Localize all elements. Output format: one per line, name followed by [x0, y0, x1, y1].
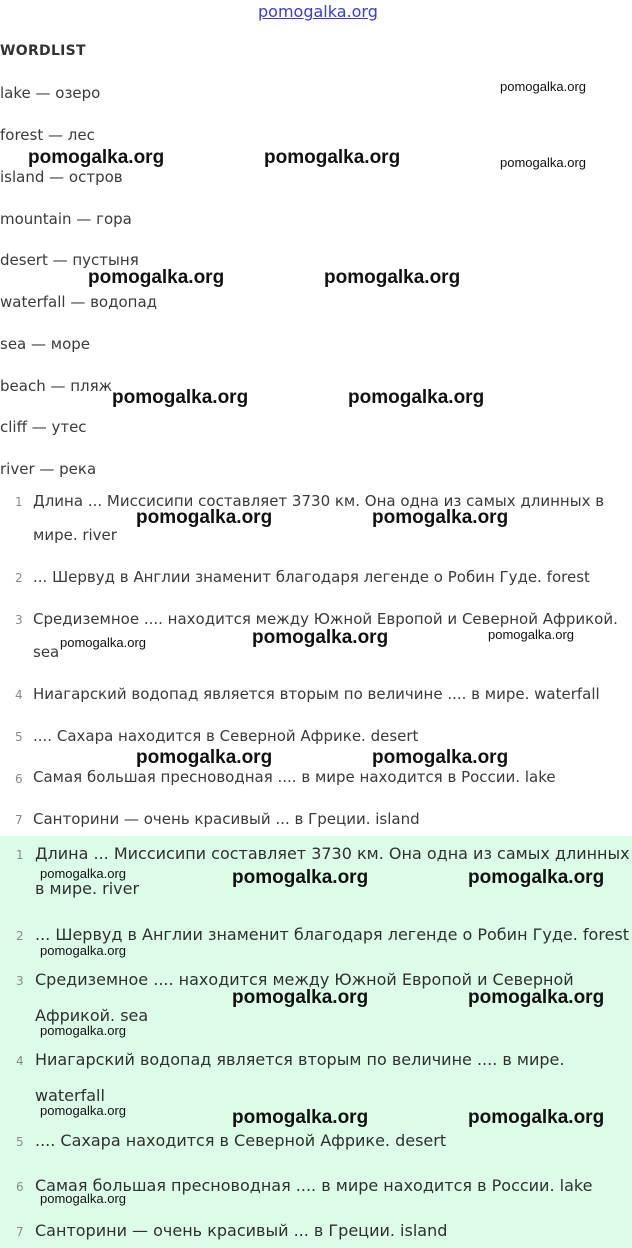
- word-item: island — остров: [0, 168, 123, 186]
- watermark: pomogalka.org: [488, 627, 574, 642]
- exercise-sentence: Средиземное .... находится между Южной Европой и Северной Африкой.: [33, 610, 618, 628]
- answer-number: 3: [16, 974, 24, 988]
- answer-sentence: в мире. river: [35, 879, 140, 898]
- watermark: pomogalka.org: [60, 635, 146, 650]
- answer-number: 5: [16, 1135, 24, 1149]
- exercise-sentence: Длина ... Миссисипи составляет 3730 км. Она одна из самых длинных в: [33, 492, 605, 510]
- watermark: pomogalka.org: [500, 155, 586, 170]
- exercise-number: 4: [15, 688, 23, 702]
- answer-number: 2: [16, 929, 24, 943]
- answer-sentence: Самая большая пресноводная .... в мире находится в России. lake: [35, 1176, 593, 1195]
- answer-sentence: Средиземное .... находится между Южной Европой и Северной: [35, 970, 574, 989]
- watermark: pomogalka.org: [40, 943, 126, 958]
- watermark: pomogalka.org: [40, 1023, 126, 1038]
- watermark: pomogalka.org: [232, 987, 369, 1008]
- watermark: pomogalka.org: [468, 867, 605, 888]
- word-item: desert — пустыня: [0, 251, 139, 269]
- exercise-sentence: мире. river: [33, 526, 117, 544]
- watermark: pomogalka.org: [40, 1191, 126, 1206]
- answer-sentence: Ниагарский водопад является вторым по величине .... в мире.: [35, 1050, 565, 1069]
- wordlist-heading: WORDLIST: [0, 43, 86, 59]
- answer-number: 1: [16, 848, 24, 862]
- exercise-number: 6: [15, 772, 23, 786]
- answer-number: 4: [16, 1054, 24, 1068]
- exercise-number: 2: [15, 571, 23, 585]
- watermark: pomogalka.org: [500, 79, 586, 94]
- exercise-number: 7: [15, 813, 23, 827]
- answer-number: 6: [16, 1180, 24, 1194]
- answer-sentence: Санторини — очень красивый ... в Греции. island: [35, 1221, 448, 1240]
- exercise-number: 1: [15, 495, 23, 509]
- watermark: pomogalka.org: [136, 507, 273, 528]
- answer-sentence: ... Шервуд в Англии знаменит благодаря легенде о Робин Гуде. forest: [35, 925, 630, 944]
- watermark: pomogalka.org: [232, 1107, 369, 1128]
- word-item: sea — море: [0, 335, 91, 353]
- exercise-sentence: Ниагарский водопад является вторым по величине .... в мире. waterfall: [33, 685, 600, 703]
- answer-sentence: Длина ... Миссисипи составляет 3730 км. Она одна из самых длинных: [35, 844, 630, 863]
- word-item: mountain — гора: [0, 210, 132, 228]
- watermark: pomogalka.org: [232, 867, 369, 888]
- exercise-number: 3: [15, 613, 23, 627]
- watermark: pomogalka.org: [136, 747, 273, 768]
- watermark: pomogalka.org: [252, 627, 389, 648]
- exercise-sentence: Самая большая пресноводная .... в мире находится в России. lake: [33, 768, 556, 786]
- watermark: pomogalka.org: [324, 267, 461, 288]
- word-item: forest — лес: [0, 126, 95, 144]
- exercise-number: 5: [15, 730, 23, 744]
- answer-sentence: Африкой. sea: [35, 1006, 149, 1025]
- watermark: pomogalka.org: [264, 147, 401, 168]
- answer-sentence: waterfall: [35, 1086, 105, 1105]
- answer-number: 7: [16, 1225, 24, 1239]
- watermark: pomogalka.org: [348, 387, 485, 408]
- watermark: pomogalka.org: [40, 866, 126, 881]
- watermark: pomogalka.org: [372, 747, 509, 768]
- exercise-sentence: .... Сахара находится в Северной Африке. desert: [33, 727, 419, 745]
- word-item: waterfall — водопад: [0, 293, 158, 311]
- word-item: lake — озеро: [0, 84, 101, 102]
- watermark: pomogalka.org: [372, 507, 509, 528]
- watermark: pomogalka.org: [468, 1107, 605, 1128]
- watermark: pomogalka.org: [88, 267, 225, 288]
- word-item: cliff — утес: [0, 418, 87, 436]
- watermark: pomogalka.org: [40, 1103, 126, 1118]
- watermark: pomogalka.org: [28, 147, 165, 168]
- watermark: pomogalka.org: [468, 987, 605, 1008]
- exercise-sentence: sea: [33, 643, 60, 661]
- exercise-sentence: Санторини — очень красивый ... в Греции. island: [33, 810, 420, 828]
- exercise-sentence: ... Шервуд в Англии знаменит благодаря легенде о Робин Гуде. forest: [33, 568, 590, 586]
- word-item: river — река: [0, 460, 97, 478]
- site-header-link[interactable]: pomogalka.org: [258, 2, 378, 21]
- watermark: pomogalka.org: [112, 387, 249, 408]
- answer-sentence: .... Сахара находится в Северной Африке. desert: [35, 1131, 447, 1150]
- word-item: beach — пляж: [0, 377, 113, 395]
